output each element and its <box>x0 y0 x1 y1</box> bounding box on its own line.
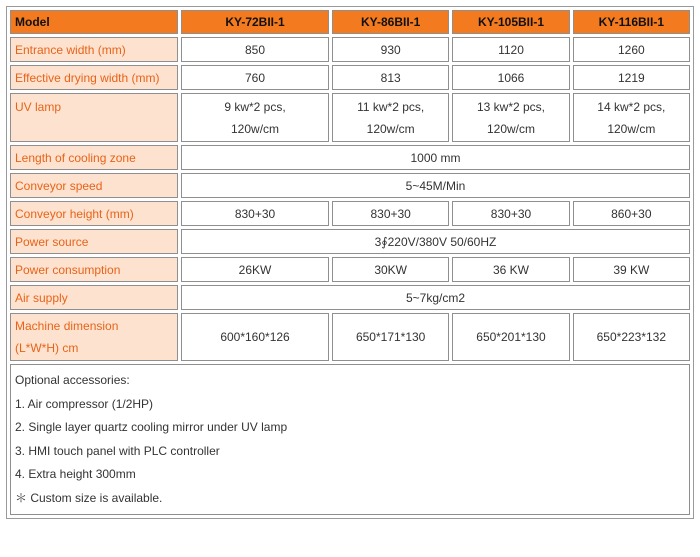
label-power-source: Power source <box>10 229 178 254</box>
label-effective-drying-width: Effective drying width (mm) <box>10 65 178 90</box>
cell-value: 1260 <box>573 37 690 62</box>
cell-value: 3∮220V/380V 50/60HZ <box>181 229 690 254</box>
notes-heading: Optional accessories: <box>15 373 130 387</box>
cell-value: 760 <box>181 65 329 90</box>
row-power-source <box>10 229 690 254</box>
label-air-supply: Air supply <box>10 285 178 310</box>
row-notes <box>10 364 690 515</box>
note-custom-size: ＊ Custom size is available. <box>15 490 163 505</box>
note-item: 3. HMI touch panel with PLC controller <box>15 443 220 458</box>
uv-lamp-intensity: 120w/cm <box>486 121 535 136</box>
row-cooling-zone <box>10 145 690 170</box>
model-header-ky105: KY-105BII-1 <box>452 10 569 34</box>
notes-cell <box>10 364 690 515</box>
cell-value: 5~45M/Min <box>181 173 690 198</box>
label-line: (L*W*H) cm <box>15 341 79 355</box>
uv-lamp-intensity: 120w/cm <box>607 121 656 136</box>
cell-value: 1000 mm <box>181 145 690 170</box>
label-uv-lamp: UV lamp <box>10 93 178 142</box>
label-conveyor-height: Conveyor height (mm) <box>10 201 178 226</box>
header-row <box>10 10 690 34</box>
row-effective-drying-width <box>10 65 690 90</box>
uv-lamp-intensity: 120w/cm <box>231 121 280 136</box>
label-conveyor-speed: Conveyor speed <box>10 173 178 198</box>
row-conveyor-speed <box>10 173 690 198</box>
cell-value: 830+30 <box>181 201 329 226</box>
label-machine-dimension <box>10 313 178 361</box>
label-entrance-width: Entrance width (mm) <box>10 37 178 62</box>
cell-value: 650*223*132 <box>573 313 690 361</box>
cell-value: 600*160*126 <box>181 313 329 361</box>
label-cooling-zone: Length of cooling zone <box>10 145 178 170</box>
row-air-supply <box>10 285 690 310</box>
row-conveyor-height <box>10 201 690 226</box>
label-line: Machine dimension <box>15 319 119 333</box>
spec-table <box>6 6 694 519</box>
cell-value: 1066 <box>452 65 569 90</box>
cell-value: 39 KW <box>573 257 690 282</box>
uv-lamp-power: 11 kw*2 pcs, <box>357 99 425 114</box>
cell-value: 5~7kg/cm2 <box>181 285 690 310</box>
cell-value <box>452 93 569 142</box>
cell-value: 30KW <box>332 257 449 282</box>
row-machine-dimension <box>10 313 690 361</box>
cell-value: 930 <box>332 37 449 62</box>
cell-value: 830+30 <box>332 201 449 226</box>
row-power-consumption <box>10 257 690 282</box>
cell-value: 26KW <box>181 257 329 282</box>
cell-value: 830+30 <box>452 201 569 226</box>
uv-lamp-intensity: 120w/cm <box>366 121 415 136</box>
row-entrance-width <box>10 37 690 62</box>
note-item: 4. Extra height 300mm <box>15 467 136 481</box>
note-item: 1. Air compressor (1/2HP) <box>15 396 154 411</box>
model-header-ky86: KY-86BII-1 <box>332 10 449 34</box>
cell-value: 1120 <box>452 37 569 62</box>
uv-lamp-power: 13 kw*2 pcs, <box>476 99 546 114</box>
model-header-ky116: KY-116BII-1 <box>573 10 690 34</box>
model-header-ky72: KY-72BII-1 <box>181 10 329 34</box>
cell-value: 850 <box>181 37 329 62</box>
cell-value: 1219 <box>573 65 690 90</box>
note-item: 2. Single layer quartz cooling mirror under UV lamp <box>15 420 288 434</box>
model-header: Model <box>10 10 178 34</box>
cell-value: 813 <box>332 65 449 90</box>
label-power-consumption: Power consumption <box>10 257 178 282</box>
cell-value <box>181 93 329 142</box>
cell-value <box>332 93 449 142</box>
row-uv-lamp <box>10 93 690 142</box>
cell-value: 860+30 <box>573 201 690 226</box>
cell-value: 650*201*130 <box>452 313 569 361</box>
cell-value: 650*171*130 <box>332 313 449 361</box>
cell-value: 36 KW <box>452 257 569 282</box>
uv-lamp-power: 14 kw*2 pcs, <box>597 99 666 114</box>
uv-lamp-power: 9 kw*2 pcs, <box>224 99 286 114</box>
cell-value <box>573 93 690 142</box>
